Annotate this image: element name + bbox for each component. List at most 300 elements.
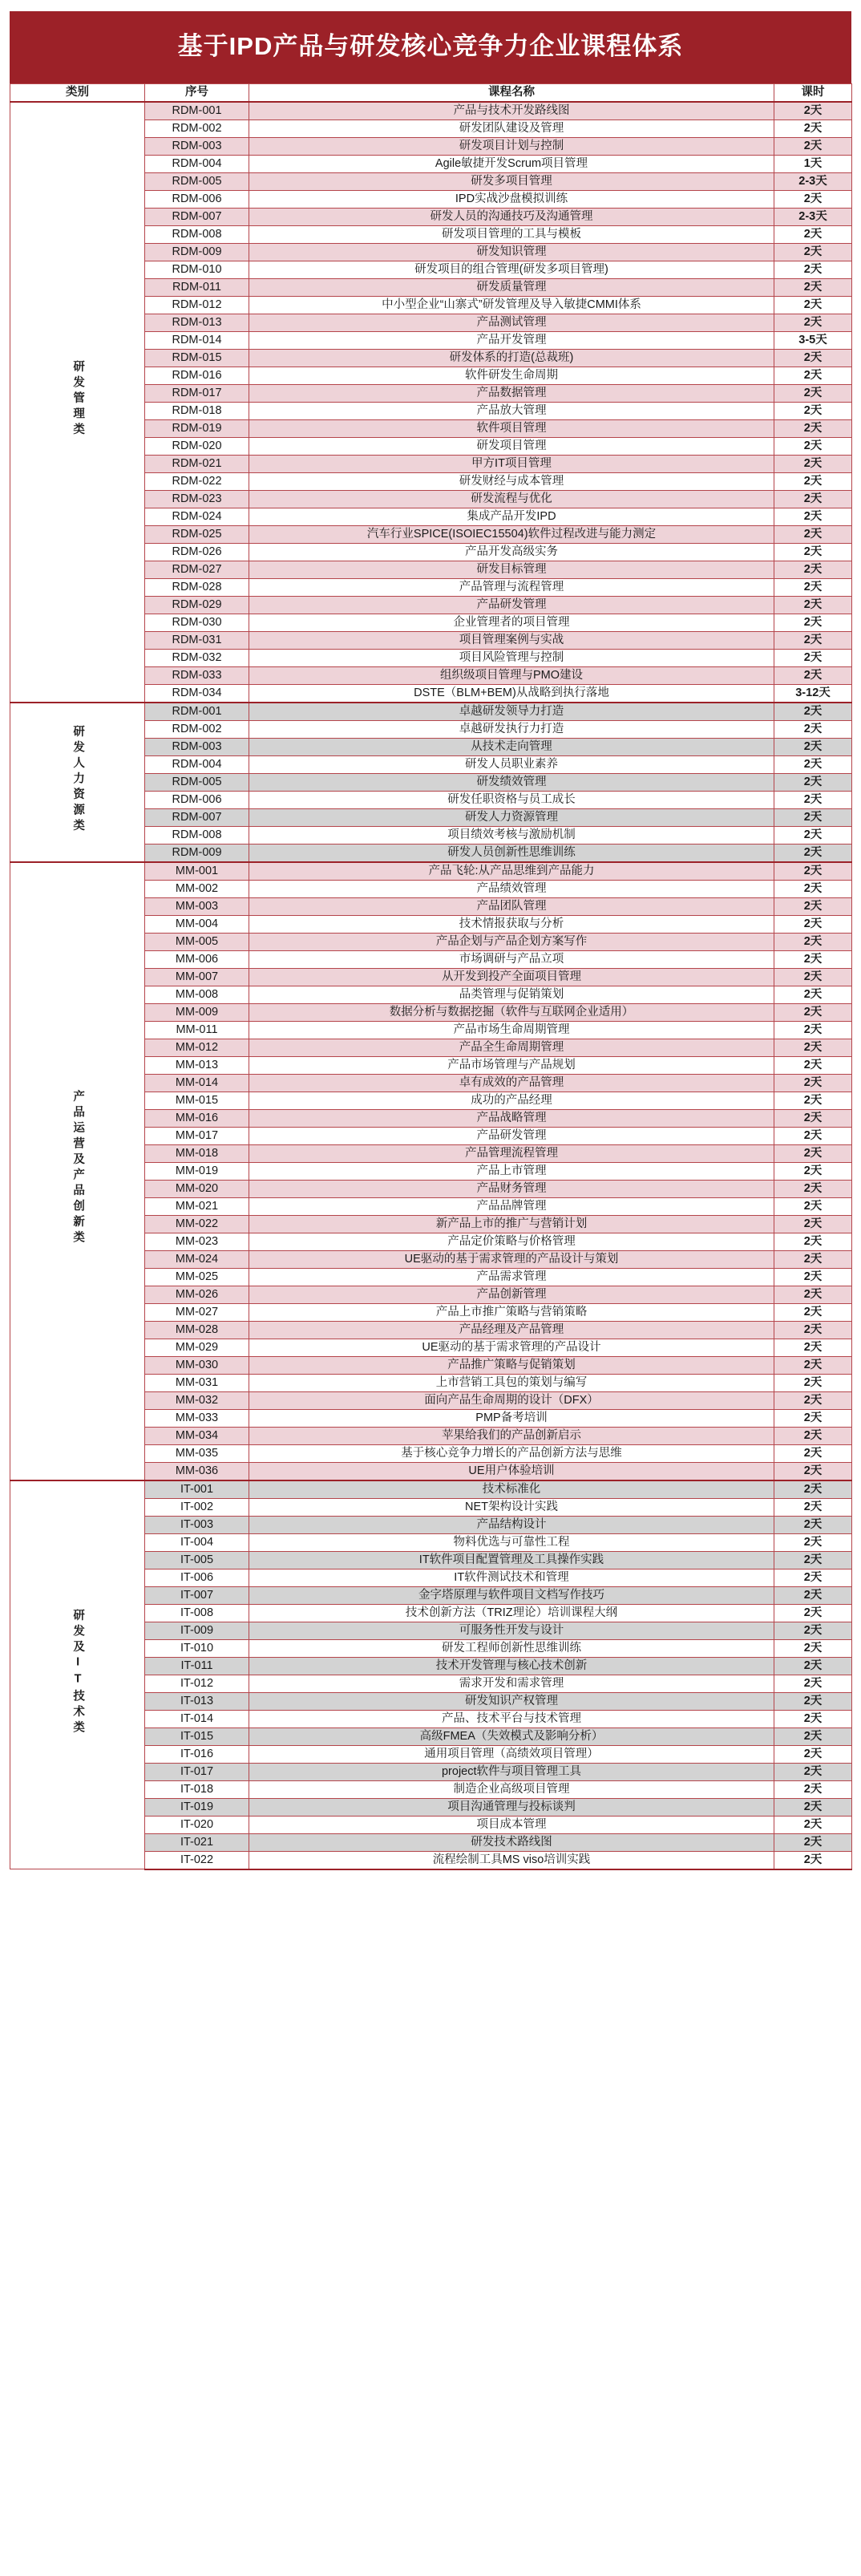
course-hours-cell: 2天 bbox=[774, 1250, 852, 1268]
course-hours-cell: 2天 bbox=[774, 419, 852, 437]
course-hours-cell: 2天 bbox=[774, 596, 852, 614]
course-code-cell: RDM-028 bbox=[145, 578, 249, 596]
course-code-cell: IT-004 bbox=[145, 1533, 249, 1551]
course-hours-cell: 2天 bbox=[774, 1639, 852, 1657]
course-code-cell: RDM-029 bbox=[145, 596, 249, 614]
course-hours-cell: 2天 bbox=[774, 897, 852, 915]
course-code-cell: RDM-022 bbox=[145, 472, 249, 490]
course-hours-cell: 2天 bbox=[774, 525, 852, 543]
course-hours-cell: 2天 bbox=[774, 1409, 852, 1427]
course-name-cell: 制造企业高级项目管理 bbox=[249, 1780, 774, 1798]
course-hours-cell: 2天 bbox=[774, 508, 852, 525]
course-code-cell: RDM-023 bbox=[145, 490, 249, 508]
course-name-cell: 产品放大管理 bbox=[249, 402, 774, 419]
course-code-cell: RDM-027 bbox=[145, 561, 249, 578]
course-code-cell: IT-019 bbox=[145, 1798, 249, 1816]
course-name-cell: 卓有成效的产品管理 bbox=[249, 1074, 774, 1092]
course-code-cell: RDM-030 bbox=[145, 614, 249, 631]
course-hours-cell: 2天 bbox=[774, 561, 852, 578]
course-code-cell: RDM-013 bbox=[145, 314, 249, 331]
course-code-cell: MM-004 bbox=[145, 915, 249, 933]
course-hours-cell: 2天 bbox=[774, 1215, 852, 1233]
course-name-cell: 研发知识产权管理 bbox=[249, 1692, 774, 1710]
course-hours-cell: 2天 bbox=[774, 614, 852, 631]
course-hours-cell: 2天 bbox=[774, 826, 852, 844]
course-name-cell: 技术情报获取与分析 bbox=[249, 915, 774, 933]
course-code-cell: RDM-024 bbox=[145, 508, 249, 525]
course-hours-cell: 2天 bbox=[774, 880, 852, 897]
course-name-cell: IT软件测试技术和管理 bbox=[249, 1569, 774, 1586]
course-name-cell: 研发人员创新性思维训练 bbox=[249, 844, 774, 862]
course-code-cell: RDM-006 bbox=[145, 190, 249, 208]
course-code-cell: RDM-019 bbox=[145, 419, 249, 437]
category-label-text: 研发及IT技术类 bbox=[71, 1608, 85, 1736]
course-hours-cell: 2天 bbox=[774, 261, 852, 278]
course-hours-cell: 2天 bbox=[774, 1074, 852, 1092]
course-code-cell: RDM-014 bbox=[145, 331, 249, 349]
course-code-cell: MM-006 bbox=[145, 950, 249, 968]
course-hours-cell: 2天 bbox=[774, 578, 852, 596]
course-hours-cell: 2天 bbox=[774, 649, 852, 666]
course-hours-cell: 2天 bbox=[774, 703, 852, 721]
course-hours-cell: 2天 bbox=[774, 384, 852, 402]
course-name-cell: 产品全生命周期管理 bbox=[249, 1039, 774, 1056]
course-hours-cell: 2天 bbox=[774, 1092, 852, 1109]
course-hours-cell: 2天 bbox=[774, 1462, 852, 1480]
course-name-cell: 研发任职资格与员工成长 bbox=[249, 791, 774, 808]
course-name-cell: 上市营销工具包的策划与编写 bbox=[249, 1374, 774, 1391]
course-name-cell: 产品绩效管理 bbox=[249, 880, 774, 897]
course-hours-cell: 2天 bbox=[774, 631, 852, 649]
course-name-cell: 产品市场生命周期管理 bbox=[249, 1021, 774, 1039]
course-code-cell: IT-007 bbox=[145, 1586, 249, 1604]
course-name-cell: 流程绘制工具MS viso培训实践 bbox=[249, 1851, 774, 1869]
course-hours-cell: 2天 bbox=[774, 225, 852, 243]
course-code-cell: RDM-021 bbox=[145, 455, 249, 472]
course-code-cell: IT-010 bbox=[145, 1639, 249, 1657]
course-code-cell: MM-027 bbox=[145, 1303, 249, 1321]
course-hours-cell: 2-3天 bbox=[774, 208, 852, 225]
course-name-cell: 通用项目管理（高绩效项目管理） bbox=[249, 1745, 774, 1763]
course-name-cell: 产品研发管理 bbox=[249, 1127, 774, 1144]
table-row bbox=[10, 102, 852, 120]
course-code-cell: RDM-003 bbox=[145, 137, 249, 155]
table-body bbox=[10, 102, 852, 1869]
course-hours-cell: 2天 bbox=[774, 915, 852, 933]
course-code-cell: IT-012 bbox=[145, 1675, 249, 1692]
course-code-cell: MM-008 bbox=[145, 986, 249, 1003]
course-hours-cell: 2天 bbox=[774, 986, 852, 1003]
course-code-cell: RDM-032 bbox=[145, 649, 249, 666]
course-hours-cell: 2天 bbox=[774, 1003, 852, 1021]
course-code-cell: MM-028 bbox=[145, 1321, 249, 1339]
course-code-cell: MM-034 bbox=[145, 1427, 249, 1444]
course-name-cell: 从开发到投产全面项目管理 bbox=[249, 968, 774, 986]
course-name-cell: 研发质量管理 bbox=[249, 278, 774, 296]
course-hours-cell: 3-12天 bbox=[774, 684, 852, 703]
course-hours-cell: 2天 bbox=[774, 314, 852, 331]
course-code-cell: MM-007 bbox=[145, 968, 249, 986]
course-name-cell: 卓越研发领导力打造 bbox=[249, 703, 774, 721]
page-title: 基于IPD产品与研发核心竞争力企业课程体系 bbox=[10, 11, 851, 83]
course-hours-cell: 2天 bbox=[774, 1286, 852, 1303]
course-hours-cell: 2天 bbox=[774, 437, 852, 455]
course-code-cell: RDM-005 bbox=[145, 773, 249, 791]
column-header-name: 课程名称 bbox=[249, 83, 774, 102]
course-name-cell: 技术标准化 bbox=[249, 1480, 774, 1499]
course-name-cell: 项目沟通管理与投标谈判 bbox=[249, 1798, 774, 1816]
course-code-cell: MM-026 bbox=[145, 1286, 249, 1303]
table-row bbox=[10, 703, 852, 721]
course-code-cell: IT-001 bbox=[145, 1480, 249, 1499]
course-name-cell: Agile敏捷开发Scrum项目管理 bbox=[249, 155, 774, 172]
course-hours-cell: 2天 bbox=[774, 1780, 852, 1798]
course-name-cell: 产品经理及产品管理 bbox=[249, 1321, 774, 1339]
category-label-2 bbox=[10, 703, 145, 862]
course-name-cell: 汽车行业SPICE(ISOIEC15504)软件过程改进与能力测定 bbox=[249, 525, 774, 543]
course-name-cell: 物料优选与可靠性工程 bbox=[249, 1533, 774, 1551]
course-name-cell: 研发项目管理的工具与模板 bbox=[249, 225, 774, 243]
course-code-cell: MM-021 bbox=[145, 1197, 249, 1215]
course-code-cell: MM-009 bbox=[145, 1003, 249, 1021]
course-code-cell: IT-020 bbox=[145, 1816, 249, 1833]
course-name-cell: 产品企划与产品企划方案写作 bbox=[249, 933, 774, 950]
course-code-cell: RDM-005 bbox=[145, 172, 249, 190]
course-name-cell: 研发绩效管理 bbox=[249, 773, 774, 791]
course-name-cell: 研发工程师创新性思维训练 bbox=[249, 1639, 774, 1657]
course-name-cell: 产品上市管理 bbox=[249, 1162, 774, 1180]
course-hours-cell: 2天 bbox=[774, 543, 852, 561]
course-name-cell: 数据分析与数据挖掘（软件与互联网企业适用） bbox=[249, 1003, 774, 1021]
course-name-cell: 研发人员的沟通技巧及沟通管理 bbox=[249, 208, 774, 225]
category-label-text: 研发人力资源类 bbox=[71, 724, 85, 834]
course-code-cell: RDM-026 bbox=[145, 543, 249, 561]
course-name-cell: 从技术走向管理 bbox=[249, 738, 774, 755]
course-hours-cell: 1天 bbox=[774, 155, 852, 172]
course-hours-cell: 2天 bbox=[774, 773, 852, 791]
course-code-cell: IT-009 bbox=[145, 1622, 249, 1639]
course-code-cell: RDM-002 bbox=[145, 720, 249, 738]
course-hours-cell: 2天 bbox=[774, 102, 852, 120]
course-hours-cell: 2-3天 bbox=[774, 172, 852, 190]
course-name-cell: 产品定价策略与价格管理 bbox=[249, 1233, 774, 1250]
course-hours-cell: 2天 bbox=[774, 1763, 852, 1780]
course-code-cell: RDM-001 bbox=[145, 703, 249, 721]
course-name-cell: 产品管理与流程管理 bbox=[249, 578, 774, 596]
course-code-cell: IT-003 bbox=[145, 1516, 249, 1533]
course-name-cell: 项目绩效考核与激励机制 bbox=[249, 826, 774, 844]
course-name-cell: 研发多项目管理 bbox=[249, 172, 774, 190]
course-hours-cell: 3-5天 bbox=[774, 331, 852, 349]
course-code-cell: IT-011 bbox=[145, 1657, 249, 1675]
course-name-cell: UE用户体验培训 bbox=[249, 1462, 774, 1480]
course-hours-cell: 2天 bbox=[774, 1833, 852, 1851]
course-code-cell: MM-032 bbox=[145, 1391, 249, 1409]
course-hours-cell: 2天 bbox=[774, 278, 852, 296]
course-code-cell: MM-023 bbox=[145, 1233, 249, 1250]
course-code-cell: RDM-008 bbox=[145, 225, 249, 243]
course-hours-cell: 2天 bbox=[774, 1657, 852, 1675]
course-code-cell: MM-001 bbox=[145, 862, 249, 881]
course-hours-cell: 2天 bbox=[774, 862, 852, 881]
course-hours-cell: 2天 bbox=[774, 1727, 852, 1745]
course-hours-cell: 2天 bbox=[774, 1798, 852, 1816]
course-code-cell: MM-014 bbox=[145, 1074, 249, 1092]
course-hours-cell: 2天 bbox=[774, 367, 852, 384]
course-code-cell: RDM-020 bbox=[145, 437, 249, 455]
course-name-cell: 技术开发管理与核心技术创新 bbox=[249, 1657, 774, 1675]
course-code-cell: MM-031 bbox=[145, 1374, 249, 1391]
course-name-cell: 产品开发管理 bbox=[249, 331, 774, 349]
course-code-cell: IT-016 bbox=[145, 1745, 249, 1763]
course-code-cell: MM-029 bbox=[145, 1339, 249, 1356]
course-name-cell: 产品与技术开发路线图 bbox=[249, 102, 774, 120]
course-hours-cell: 2天 bbox=[774, 1021, 852, 1039]
course-code-cell: MM-011 bbox=[145, 1021, 249, 1039]
category-label-4 bbox=[10, 1480, 145, 1869]
course-code-cell: RDM-011 bbox=[145, 278, 249, 296]
course-code-cell: MM-020 bbox=[145, 1180, 249, 1197]
course-code-cell: RDM-007 bbox=[145, 208, 249, 225]
course-code-cell: MM-036 bbox=[145, 1462, 249, 1480]
course-code-cell: MM-018 bbox=[145, 1144, 249, 1162]
course-code-cell: MM-012 bbox=[145, 1039, 249, 1056]
course-hours-cell: 2天 bbox=[774, 1480, 852, 1499]
course-name-cell: 需求开发和需求管理 bbox=[249, 1675, 774, 1692]
column-header-hours: 课时 bbox=[774, 83, 852, 102]
course-code-cell: MM-016 bbox=[145, 1109, 249, 1127]
course-code-cell: RDM-025 bbox=[145, 525, 249, 543]
column-header-category: 类别 bbox=[10, 83, 145, 102]
course-code-cell: IT-021 bbox=[145, 1833, 249, 1851]
course-hours-cell: 2天 bbox=[774, 455, 852, 472]
course-code-cell: RDM-008 bbox=[145, 826, 249, 844]
course-code-cell: RDM-010 bbox=[145, 261, 249, 278]
course-code-cell: RDM-018 bbox=[145, 402, 249, 419]
course-name-cell: 产品上市推广策略与营销策略 bbox=[249, 1303, 774, 1321]
course-hours-cell: 2天 bbox=[774, 791, 852, 808]
course-hours-cell: 2天 bbox=[774, 844, 852, 862]
course-name-cell: 研发目标管理 bbox=[249, 561, 774, 578]
course-code-cell: MM-033 bbox=[145, 1409, 249, 1427]
category-label-3 bbox=[10, 862, 145, 1480]
course-name-cell: 新产品上市的推广与营销计划 bbox=[249, 1215, 774, 1233]
course-code-cell: RDM-004 bbox=[145, 155, 249, 172]
course-code-cell: MM-003 bbox=[145, 897, 249, 915]
course-name-cell: 研发体系的打造(总裁班) bbox=[249, 349, 774, 367]
course-name-cell: 中小型企业“山寨式”研发管理及导入敏捷CMMI体系 bbox=[249, 296, 774, 314]
course-name-cell: UE驱动的基于需求管理的产品设计与策划 bbox=[249, 1250, 774, 1268]
course-name-cell: 产品品牌管理 bbox=[249, 1197, 774, 1215]
course-hours-cell: 2天 bbox=[774, 1233, 852, 1250]
course-hours-cell: 2天 bbox=[774, 1197, 852, 1215]
course-code-cell: IT-008 bbox=[145, 1604, 249, 1622]
course-code-cell: IT-013 bbox=[145, 1692, 249, 1710]
course-hours-cell: 2天 bbox=[774, 933, 852, 950]
course-name-cell: 产品飞轮:从产品思维到产品能力 bbox=[249, 862, 774, 881]
course-name-cell: 产品数据管理 bbox=[249, 384, 774, 402]
course-name-cell: 产品结构设计 bbox=[249, 1516, 774, 1533]
course-hours-cell: 2天 bbox=[774, 1144, 852, 1162]
course-code-cell: RDM-006 bbox=[145, 791, 249, 808]
course-hours-cell: 2天 bbox=[774, 720, 852, 738]
course-code-cell: IT-005 bbox=[145, 1551, 249, 1569]
course-code-cell: MM-019 bbox=[145, 1162, 249, 1180]
course-hours-cell: 2天 bbox=[774, 1516, 852, 1533]
course-name-cell: 研发项目计划与控制 bbox=[249, 137, 774, 155]
course-code-cell: MM-005 bbox=[145, 933, 249, 950]
course-hours-cell: 2天 bbox=[774, 1339, 852, 1356]
course-code-cell: RDM-003 bbox=[145, 738, 249, 755]
course-name-cell: 研发知识管理 bbox=[249, 243, 774, 261]
course-hours-cell: 2天 bbox=[774, 1604, 852, 1622]
course-name-cell: 产品团队管理 bbox=[249, 897, 774, 915]
table-header-row bbox=[10, 83, 852, 102]
course-name-cell: 技术创新方法（TRIZ理论）培训课程大纲 bbox=[249, 1604, 774, 1622]
course-code-cell: RDM-012 bbox=[145, 296, 249, 314]
course-code-cell: MM-013 bbox=[145, 1056, 249, 1074]
course-hours-cell: 2天 bbox=[774, 1851, 852, 1869]
course-name-cell: 产品创新管理 bbox=[249, 1286, 774, 1303]
course-code-cell: MM-035 bbox=[145, 1444, 249, 1462]
course-name-cell: 研发项目管理 bbox=[249, 437, 774, 455]
category-label-text: 研发管理类 bbox=[71, 360, 85, 439]
course-hours-cell: 2天 bbox=[774, 1816, 852, 1833]
course-code-cell: RDM-002 bbox=[145, 119, 249, 137]
course-hours-cell: 2天 bbox=[774, 1569, 852, 1586]
table-row bbox=[10, 1480, 852, 1499]
course-hours-cell: 2天 bbox=[774, 119, 852, 137]
course-hours-cell: 2天 bbox=[774, 1391, 852, 1409]
course-name-cell: 产品测试管理 bbox=[249, 314, 774, 331]
course-hours-cell: 2天 bbox=[774, 738, 852, 755]
course-code-cell: MM-022 bbox=[145, 1215, 249, 1233]
course-hours-cell: 2天 bbox=[774, 1109, 852, 1127]
course-code-cell: RDM-031 bbox=[145, 631, 249, 649]
course-name-cell: PMP备考培训 bbox=[249, 1409, 774, 1427]
course-code-cell: MM-015 bbox=[145, 1092, 249, 1109]
course-name-cell: UE驱动的基于需求管理的产品设计 bbox=[249, 1339, 774, 1356]
course-hours-cell: 2天 bbox=[774, 243, 852, 261]
course-name-cell: 软件项目管理 bbox=[249, 419, 774, 437]
course-name-cell: 组织级项目管理与PMO建设 bbox=[249, 666, 774, 684]
course-name-cell: IPD实战沙盘模拟训练 bbox=[249, 190, 774, 208]
course-name-cell: 面向产品生命周期的设计（DFX） bbox=[249, 1391, 774, 1409]
course-code-cell: RDM-004 bbox=[145, 755, 249, 773]
course-name-cell: 研发技术路线图 bbox=[249, 1833, 774, 1851]
course-name-cell: 产品管理流程管理 bbox=[249, 1144, 774, 1162]
course-hours-cell: 2天 bbox=[774, 808, 852, 826]
course-name-cell: 集成产品开发IPD bbox=[249, 508, 774, 525]
course-hours-cell: 2天 bbox=[774, 1374, 852, 1391]
course-name-cell: 研发项目的组合管理(研发多项目管理) bbox=[249, 261, 774, 278]
course-name-cell: DSTE（BLM+BEM)从战略到执行落地 bbox=[249, 684, 774, 703]
course-code-cell: RDM-001 bbox=[145, 102, 249, 120]
course-code-cell: MM-002 bbox=[145, 880, 249, 897]
course-name-cell: 甲方IT项目管理 bbox=[249, 455, 774, 472]
course-hours-cell: 2天 bbox=[774, 1444, 852, 1462]
course-name-cell: project软件与项目管理工具 bbox=[249, 1763, 774, 1780]
course-name-cell: 产品需求管理 bbox=[249, 1268, 774, 1286]
course-hours-cell: 2天 bbox=[774, 1498, 852, 1516]
course-name-cell: 研发人力资源管理 bbox=[249, 808, 774, 826]
course-code-cell: IT-002 bbox=[145, 1498, 249, 1516]
course-code-cell: IT-014 bbox=[145, 1710, 249, 1727]
course-name-cell: 金字塔原理与软件项目文档写作技巧 bbox=[249, 1586, 774, 1604]
category-label-1 bbox=[10, 102, 145, 703]
course-code-cell: RDM-017 bbox=[145, 384, 249, 402]
course-code-cell: IT-006 bbox=[145, 1569, 249, 1586]
column-header-code: 序号 bbox=[145, 83, 249, 102]
course-name-cell: 研发团队建设及管理 bbox=[249, 119, 774, 137]
course-hours-cell: 2天 bbox=[774, 1162, 852, 1180]
course-name-cell: 项目风险管理与控制 bbox=[249, 649, 774, 666]
course-name-cell: 项目管理案例与实战 bbox=[249, 631, 774, 649]
course-name-cell: 研发流程与优化 bbox=[249, 490, 774, 508]
course-hours-cell: 2天 bbox=[774, 296, 852, 314]
course-name-cell: 高级FMEA（失效模式及影响分析） bbox=[249, 1727, 774, 1745]
course-hours-cell: 2天 bbox=[774, 1745, 852, 1763]
course-hours-cell: 2天 bbox=[774, 1427, 852, 1444]
course-code-cell: IT-018 bbox=[145, 1780, 249, 1798]
course-hours-cell: 2天 bbox=[774, 1622, 852, 1639]
course-name-cell: 研发财经与成本管理 bbox=[249, 472, 774, 490]
course-name-cell: 企业管理者的项目管理 bbox=[249, 614, 774, 631]
course-hours-cell: 2天 bbox=[774, 1321, 852, 1339]
course-hours-cell: 2天 bbox=[774, 1356, 852, 1374]
course-hours-cell: 2天 bbox=[774, 1533, 852, 1551]
course-name-cell: 产品研发管理 bbox=[249, 596, 774, 614]
course-name-cell: 产品财务管理 bbox=[249, 1180, 774, 1197]
course-code-cell: MM-017 bbox=[145, 1127, 249, 1144]
course-code-cell: IT-015 bbox=[145, 1727, 249, 1745]
course-name-cell: 产品市场管理与产品规划 bbox=[249, 1056, 774, 1074]
course-name-cell: 研发人员职业素养 bbox=[249, 755, 774, 773]
course-hours-cell: 2天 bbox=[774, 666, 852, 684]
course-code-cell: MM-025 bbox=[145, 1268, 249, 1286]
course-code-cell: RDM-007 bbox=[145, 808, 249, 826]
course-name-cell: NET架构设计实践 bbox=[249, 1498, 774, 1516]
course-name-cell: 产品推广策略与促销策划 bbox=[249, 1356, 774, 1374]
course-name-cell: IT软件项目配置管理及工具操作实践 bbox=[249, 1551, 774, 1569]
course-hours-cell: 2天 bbox=[774, 1039, 852, 1056]
course-hours-cell: 2天 bbox=[774, 1551, 852, 1569]
category-label-text: 产品运营及产品创新类 bbox=[71, 1090, 85, 1247]
course-code-cell: RDM-033 bbox=[145, 666, 249, 684]
course-name-cell: 软件研发生命周期 bbox=[249, 367, 774, 384]
course-name-cell: 可服务性开发与设计 bbox=[249, 1622, 774, 1639]
course-code-cell: IT-022 bbox=[145, 1851, 249, 1869]
course-name-cell: 成功的产品经理 bbox=[249, 1092, 774, 1109]
course-hours-cell: 2天 bbox=[774, 1180, 852, 1197]
course-code-cell: MM-030 bbox=[145, 1356, 249, 1374]
course-hours-cell: 2天 bbox=[774, 950, 852, 968]
course-hours-cell: 2天 bbox=[774, 1692, 852, 1710]
course-name-cell: 产品开发高级实务 bbox=[249, 543, 774, 561]
course-hours-cell: 2天 bbox=[774, 1056, 852, 1074]
course-hours-cell: 2天 bbox=[774, 190, 852, 208]
course-hours-cell: 2天 bbox=[774, 1127, 852, 1144]
course-hours-cell: 2天 bbox=[774, 472, 852, 490]
course-hours-cell: 2天 bbox=[774, 402, 852, 419]
course-hours-cell: 2天 bbox=[774, 1586, 852, 1604]
course-hours-cell: 2天 bbox=[774, 968, 852, 986]
course-hours-cell: 2天 bbox=[774, 1710, 852, 1727]
course-name-cell: 基于核心竞争力增长的产品创新方法与思维 bbox=[249, 1444, 774, 1462]
course-code-cell: RDM-015 bbox=[145, 349, 249, 367]
course-code-cell: RDM-034 bbox=[145, 684, 249, 703]
course-code-cell: RDM-009 bbox=[145, 243, 249, 261]
